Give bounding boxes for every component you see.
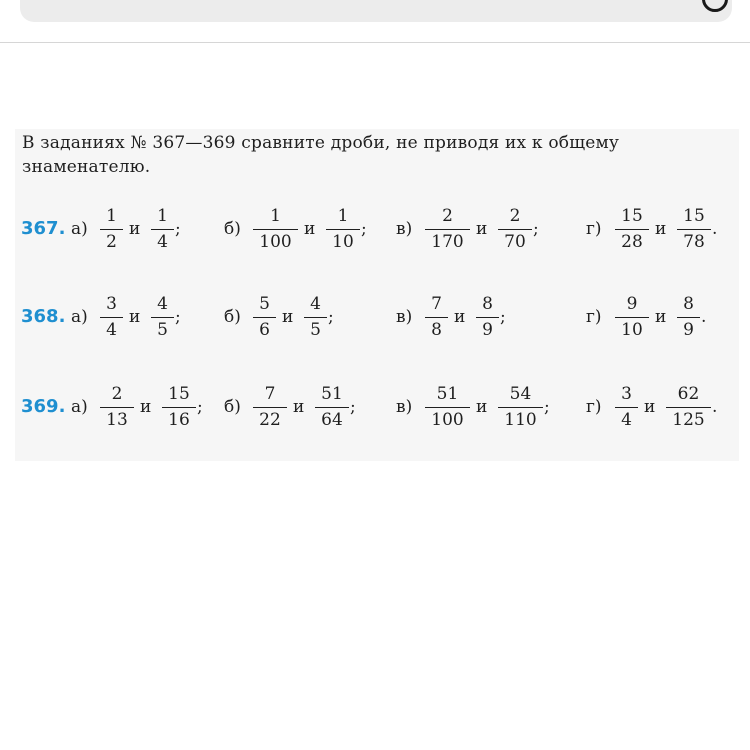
conjunction-and: и	[140, 397, 152, 417]
item-label: б)	[224, 219, 241, 239]
item-punctuation: ;	[175, 219, 181, 239]
fraction-first	[253, 293, 276, 341]
numerator: 3	[621, 384, 632, 404]
numerator: 62	[677, 384, 700, 404]
conjunction-and: и	[655, 307, 667, 327]
fraction-bar	[677, 229, 711, 230]
conjunction-and: и	[644, 397, 656, 417]
denominator: 100	[431, 410, 464, 430]
fraction-second	[162, 383, 196, 431]
item-label: г)	[586, 397, 602, 417]
denominator: 2	[106, 232, 117, 252]
item-label: а)	[71, 307, 88, 327]
fraction-bar	[615, 407, 638, 408]
numerator: 54	[509, 384, 532, 404]
denominator: 5	[157, 320, 168, 340]
item-punctuation: ;	[197, 397, 203, 417]
fraction-bar	[425, 229, 470, 230]
conjunction-and: и	[282, 307, 294, 327]
numerator: 1	[157, 206, 168, 226]
denominator: 70	[504, 232, 526, 252]
denominator: 9	[482, 320, 493, 340]
fraction-bar	[253, 317, 276, 318]
item-punctuation: ;	[175, 307, 181, 327]
fraction-first	[100, 293, 123, 341]
numerator: 1	[337, 206, 349, 226]
numerator: 15	[683, 206, 705, 226]
fraction-bar	[100, 317, 123, 318]
numerator: 7	[431, 294, 442, 314]
item-label: г)	[586, 219, 602, 239]
item-punctuation: .	[712, 219, 718, 239]
denominator: 22	[259, 410, 281, 430]
conjunction-and: и	[476, 219, 488, 239]
conjunction-and: и	[129, 307, 141, 327]
conjunction-and: и	[293, 397, 305, 417]
item-punctuation: ;	[544, 397, 550, 417]
fraction-first	[253, 383, 287, 431]
item-label: а)	[71, 397, 88, 417]
numerator: 15	[168, 384, 190, 404]
denominator: 5	[310, 320, 321, 340]
fraction-second	[498, 205, 532, 253]
denominator: 10	[332, 232, 354, 252]
fraction-first	[253, 205, 298, 253]
item-label: а)	[71, 219, 88, 239]
denominator: 125	[672, 410, 705, 430]
item-punctuation: .	[712, 397, 718, 417]
denominator: 4	[157, 232, 168, 252]
fraction-second	[151, 205, 174, 253]
item-label: в)	[396, 307, 413, 327]
fraction-first	[100, 205, 123, 253]
fraction-bar	[253, 407, 287, 408]
fraction-bar	[425, 407, 470, 408]
conjunction-and: и	[655, 219, 667, 239]
denominator: 110	[504, 410, 537, 430]
denominator: 4	[106, 320, 117, 340]
fraction-second	[326, 205, 360, 253]
numerator: 7	[264, 384, 276, 404]
denominator: 8	[431, 320, 442, 340]
fraction-second	[677, 205, 711, 253]
numerator: 1	[270, 206, 281, 226]
conjunction-and: и	[304, 219, 316, 239]
fraction-first	[425, 293, 448, 341]
fraction-bar	[498, 229, 532, 230]
fraction-bar	[162, 407, 196, 408]
fraction-first	[100, 383, 134, 431]
address-bar[interactable]	[20, 0, 732, 22]
fraction-second	[304, 293, 327, 341]
exercise-row	[21, 383, 733, 433]
denominator: 6	[259, 320, 270, 340]
conjunction-and: и	[454, 307, 466, 327]
denominator: 10	[621, 320, 643, 340]
fraction-second	[677, 293, 700, 341]
fraction-first	[615, 205, 649, 253]
item-punctuation: .	[701, 307, 707, 327]
fraction-second	[498, 383, 543, 431]
fraction-bar	[315, 407, 349, 408]
fraction-bar	[666, 407, 711, 408]
numerator: 1	[106, 206, 117, 226]
numerator: 4	[310, 294, 321, 314]
task-instructions: В заданиях № 367—369 сравните дроби, не приводя их к общему знаменателю.	[22, 133, 620, 177]
fraction-first	[615, 293, 649, 341]
numerator: 15	[621, 206, 643, 226]
fraction-second	[151, 293, 174, 341]
numerator: 8	[683, 294, 694, 314]
fraction-bar	[304, 317, 327, 318]
numerator: 2	[509, 206, 521, 226]
fraction-second	[315, 383, 349, 431]
fraction-bar	[615, 317, 649, 318]
denominator: 16	[168, 410, 190, 430]
item-punctuation: ;	[328, 307, 334, 327]
item-label: б)	[224, 397, 241, 417]
numerator: 51	[436, 384, 459, 404]
item-label: б)	[224, 307, 241, 327]
fraction-bar	[100, 229, 123, 230]
fraction-bar	[615, 229, 649, 230]
fraction-first	[425, 205, 470, 253]
numerator: 3	[106, 294, 117, 314]
item-punctuation: ;	[500, 307, 506, 327]
fraction-bar	[476, 317, 499, 318]
fraction-bar	[253, 229, 298, 230]
numerator: 2	[442, 206, 453, 226]
fraction-bar	[677, 317, 700, 318]
item-punctuation: ;	[533, 219, 539, 239]
numerator: 8	[482, 294, 493, 314]
denominator: 4	[621, 410, 632, 430]
conjunction-and: и	[129, 219, 141, 239]
numerator: 2	[111, 384, 123, 404]
exercise-number: 369.	[21, 396, 66, 417]
fraction-first	[615, 383, 638, 431]
fraction-first	[425, 383, 470, 431]
numerator: 51	[321, 384, 343, 404]
exercise-row	[21, 293, 733, 343]
fraction-bar	[151, 317, 174, 318]
fraction-second	[476, 293, 499, 341]
fraction-bar	[100, 407, 134, 408]
fraction-bar	[151, 229, 174, 230]
denominator: 170	[431, 232, 464, 252]
exercise-number: 368.	[21, 306, 66, 327]
item-label: в)	[396, 219, 413, 239]
denominator: 64	[321, 410, 343, 430]
fraction-bar	[425, 317, 448, 318]
item-punctuation: ;	[350, 397, 356, 417]
denominator: 9	[683, 320, 694, 340]
denominator: 28	[621, 232, 643, 252]
fraction-bar	[498, 407, 543, 408]
fraction-second	[666, 383, 711, 431]
exercise-number: 367.	[21, 218, 66, 239]
item-label: в)	[396, 397, 413, 417]
denominator: 78	[683, 232, 705, 252]
item-label: г)	[586, 307, 602, 327]
textbook-excerpt	[15, 129, 739, 461]
exercise-row	[21, 205, 733, 255]
denominator: 100	[259, 232, 292, 252]
numerator: 9	[626, 294, 638, 314]
conjunction-and: и	[476, 397, 488, 417]
fraction-bar	[326, 229, 360, 230]
item-punctuation: ;	[361, 219, 367, 239]
numerator: 5	[259, 294, 270, 314]
browser-top-bar	[0, 0, 750, 43]
denominator: 13	[106, 410, 128, 430]
numerator: 4	[157, 294, 168, 314]
